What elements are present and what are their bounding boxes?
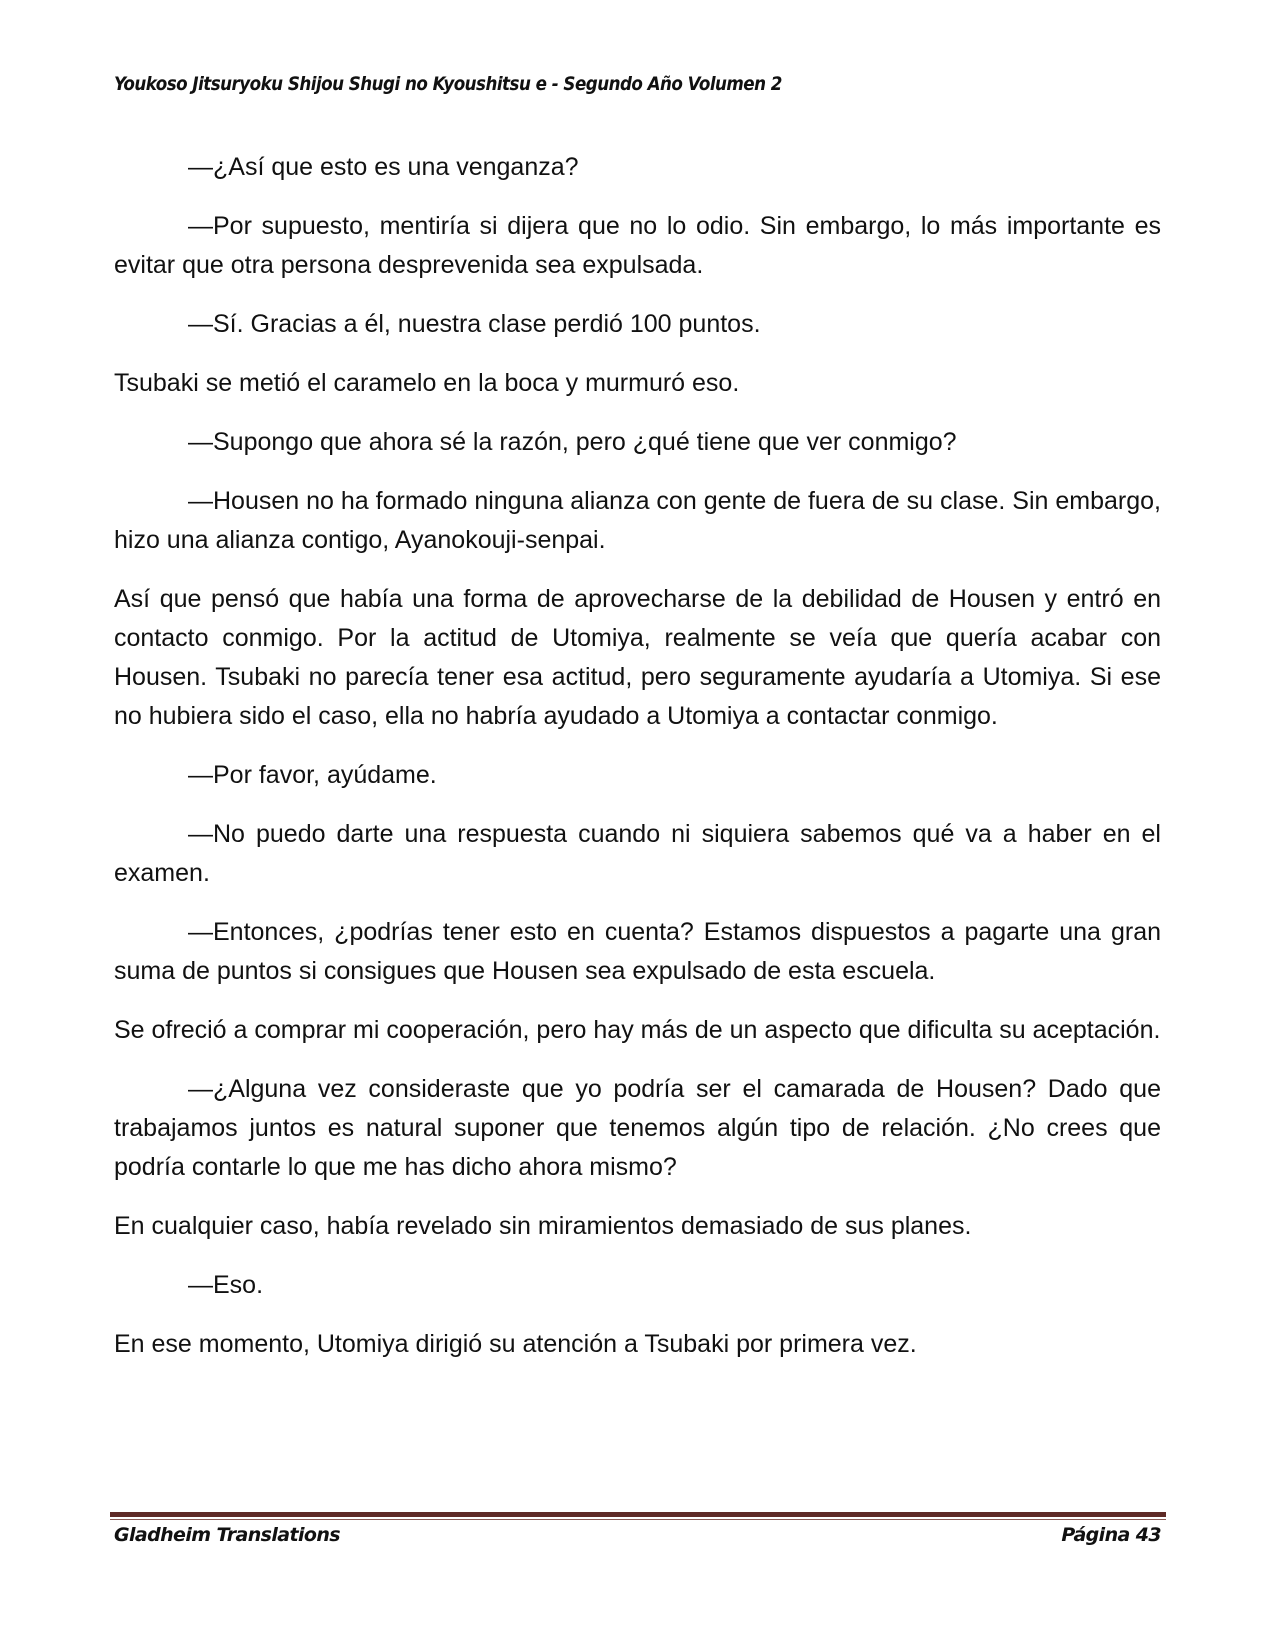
dialogue-paragraph: —Entonces, ¿podrías tener esto en cuenta? Estamos dispuestos a pagarte una gran suma de puntos si consigues que Housen sea expulsado de esta escuela. xyxy=(114,918,1161,985)
page-number: Página 43 xyxy=(1061,1524,1161,1546)
narration-paragraph: En cualquier caso, había revelado sin miramientos demasiado de sus planes. xyxy=(114,1212,972,1240)
narration-paragraph: Tsubaki se metió el caramelo en la boca y murmuró eso. xyxy=(114,369,740,397)
narration-paragraph: Se ofreció a comprar mi cooperación, pero hay más de un aspecto que dificulta su aceptación. xyxy=(114,1016,1161,1044)
dialogue-paragraph: —Supongo que ahora sé la razón, pero ¿qué tiene que ver conmigo? xyxy=(188,428,957,456)
running-header: Youkoso Jitsuryoku Shijou Shugi no Kyoushitsu e - Segundo Año Volumen 2 xyxy=(114,73,782,95)
dialogue-paragraph: —No puedo darte una respuesta cuando ni siquiera sabemos qué va a haber en el examen. xyxy=(114,820,1161,887)
dialogue-paragraph: —Por favor, ayúdame. xyxy=(188,761,437,789)
footer-rule xyxy=(110,1512,1166,1517)
page-body xyxy=(114,148,1161,1384)
translator-credit: Gladheim Translations xyxy=(114,1524,340,1546)
dialogue-paragraph: —¿Así que esto es una venganza? xyxy=(188,153,579,181)
narration-paragraph: Así que pensó que había una forma de aprovecharse de la debilidad de Housen y entró en contacto conmigo. Por la actitud de Utomiya, realmente se veía que quería acabar con Housen. Tsubaki no parecía tener esa actitud, pero seguramente ayudaría a Utomiya. Si ese no hubiera sido el caso, ella no habría ayudado a Utomiya a contactar conmigo. xyxy=(114,585,1161,730)
dialogue-paragraph: —¿Alguna vez consideraste que yo podría ser el camarada de Housen? Dado que trabajamos juntos es natural suponer que tenemos algún tipo de relación. ¿No crees que podría contarle lo que me has dicho ahora mismo? xyxy=(114,1075,1161,1181)
narration-paragraph: En ese momento, Utomiya dirigió su atención a Tsubaki por primera vez. xyxy=(114,1330,917,1358)
dialogue-paragraph: —Housen no ha formado ninguna alianza con gente de fuera de su clase. Sin embargo, hizo una alianza contigo, Ayanokouji-senpai. xyxy=(114,487,1161,554)
page-footer xyxy=(114,1524,1161,1546)
dialogue-paragraph: —Sí. Gracias a él, nuestra clase perdió 100 puntos. xyxy=(188,310,761,338)
dialogue-paragraph: —Eso. xyxy=(188,1271,264,1299)
dialogue-paragraph: —Por supuesto, mentiría si dijera que no lo odio. Sin embargo, lo más importante es evitar que otra persona desprevenida sea expulsada. xyxy=(114,212,1161,279)
footer-rule-thin xyxy=(110,1519,1166,1520)
